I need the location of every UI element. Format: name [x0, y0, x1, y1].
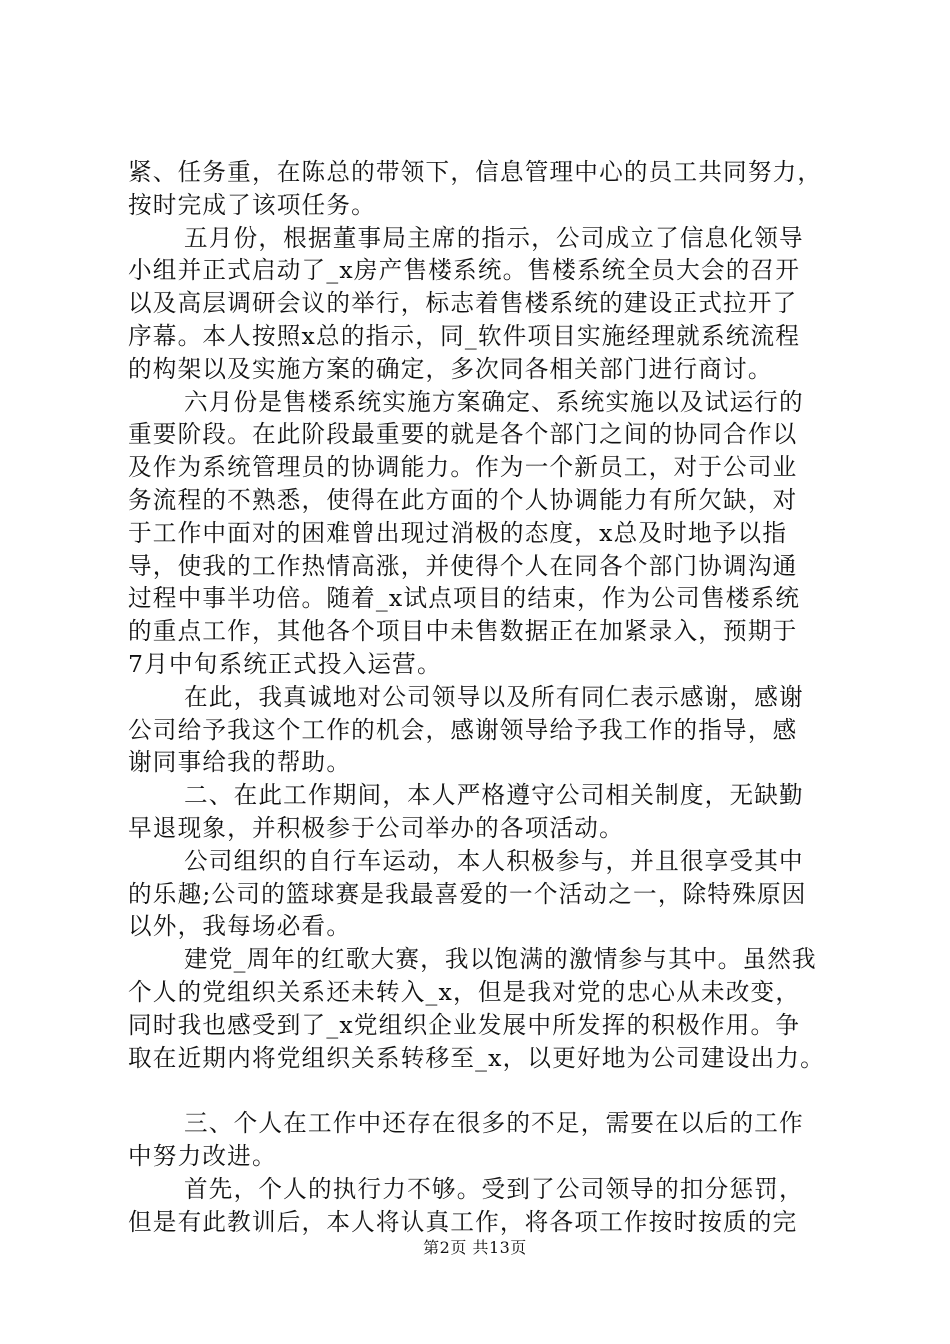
- text-line: 以外，我每场必看。: [128, 912, 352, 941]
- text-line: 公司组织的自行车运动，本人积极参与，并且很享受其中: [184, 846, 804, 875]
- text-line: 六月份是售楼系统实施方案确定、系统实施以及试运行的: [184, 387, 804, 416]
- text-line: 公司给予我这个工作的机会，感谢领导给予我工作的指导，感: [128, 715, 798, 744]
- text-line: 中努力改进。: [128, 1141, 277, 1170]
- text-line: 早退现象，并积极参于公司举办的各项活动。: [128, 813, 624, 842]
- text-line: 首先，个人的执行力不够。受到了公司领导的扣分惩罚，: [184, 1174, 804, 1203]
- text-line: 建党_周年的红歌大赛，我以饱满的激情参与其中。虽然我: [184, 945, 817, 974]
- paragraph-gap: [128, 1074, 848, 1107]
- page-number-footer: 第2页 共13页: [423, 1238, 527, 1257]
- text-line: 紧、任务重，在陈总的带领下，信息管理中心的员工共同努力，: [128, 158, 823, 186]
- text-line: 在此，我真诚地对公司领导以及所有同仁表示感谢，感谢: [184, 682, 804, 711]
- text-line: 于工作中面对的困难曾出现过消极的态度，x总及时地予以指: [128, 518, 788, 547]
- document-body: [128, 156, 848, 1238]
- text-line: 二、在此工作期间，本人严格遵守公司相关制度，无缺勤: [184, 781, 804, 810]
- text-line: 按时完成了该项任务。: [128, 190, 376, 219]
- text-line: 个人的党组织关系还未转入_x，但是我对党的忠心从未改变，: [128, 977, 801, 1006]
- text-line: 序幕。本人按照x总的指示，同_软件项目实施经理就系统流程: [128, 321, 801, 350]
- text-line: 务流程的不熟悉，使得在此方面的个人协调能力有所欠缺，对: [128, 485, 798, 514]
- text-line: 但是有此教训后，本人将认真工作，将各项工作按时按质的完: [128, 1207, 798, 1236]
- text-line: 五月份，根据董事局主席的指示，公司成立了信息化领导: [184, 223, 804, 252]
- text-line: 的重点工作，其他各个项目中未售数据正在加紧录入，预期于: [128, 617, 798, 646]
- text-line: 小组并正式启动了_x房产售楼系统。售楼系统全员大会的召开: [128, 256, 801, 285]
- text-line: 的构架以及实施方案的确定，多次同各相关部门进行商讨。: [128, 354, 773, 383]
- text-line: 以及高层调研会议的举行，标志着售楼系统的建设正式拉开了: [128, 289, 798, 318]
- text-line: 及作为系统管理员的协调能力。作为一个新员工，对于公司业: [128, 453, 798, 482]
- text-line: 三、个人在工作中还存在很多的不足，需要在以后的工作: [184, 1109, 804, 1138]
- text-line: 谢同事给我的帮助。: [128, 748, 352, 777]
- text-line: 同时我也感受到了_x党组织企业发展中所发挥的积极作用。争: [128, 1010, 801, 1039]
- text-line: 导，使我的工作热情高涨，并使得个人在同各个部门协调沟通: [128, 551, 798, 580]
- text-line: 重要阶段。在此阶段最重要的就是各个部门之间的协同合作以: [128, 420, 798, 449]
- text-line: 的乐趣;公司的篮球赛是我最喜爱的一个活动之一，除特殊原因: [128, 879, 807, 908]
- text-line: 7月中旬系统正式投入运营。: [128, 649, 442, 678]
- text-line: 取在近期内将党组织关系转移至_x，以更好地为公司建设出力。: [128, 1043, 825, 1072]
- text-line: 过程中事半功倍。随着_x试点项目的结束，作为公司售楼系统: [128, 584, 801, 613]
